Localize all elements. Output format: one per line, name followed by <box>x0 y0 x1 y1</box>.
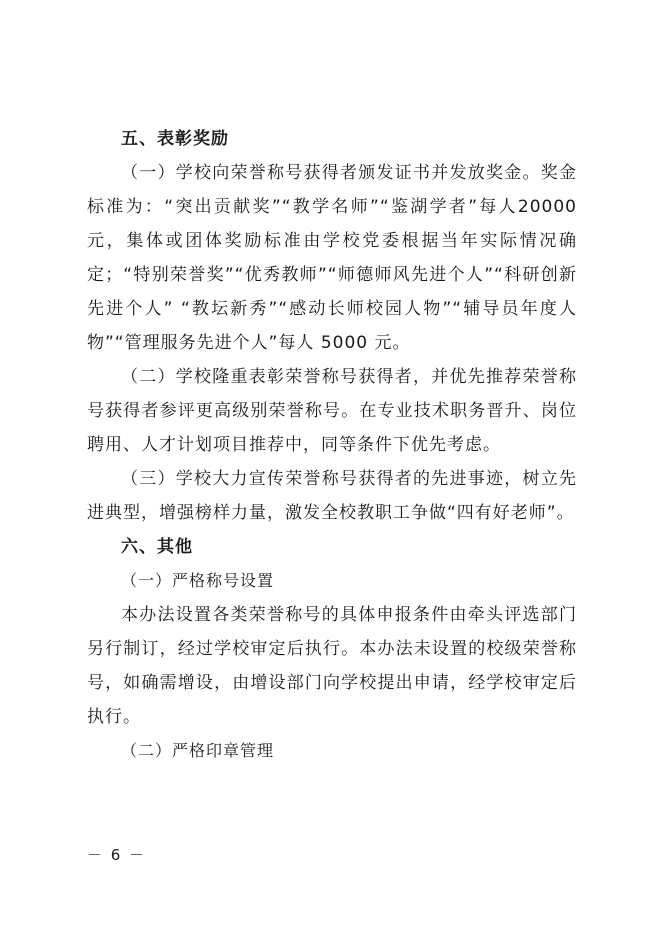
page-content <box>87 122 577 768</box>
subheading-seal-management: （二）严格印章管理 <box>121 741 275 760</box>
rewards-paragraph-2: （二）学校隆重表彰荣誉称号获得者，并优先推荐荣誉称号获得者参评更高级别荣誉称号。在专业技术职务晋升、岗位聘用、人才计划项目推荐中，同等条件下优先考虑。 <box>87 367 577 455</box>
rewards-paragraph-3: （三）学校大力宣传荣誉称号获得者的先进事迹，树立先进典型，增强榜样力量，激发全校教职工争做“四有好老师”。 <box>87 469 577 523</box>
title-setting-paragraph: 本办法设置各类荣誉称号的具体申报条件由牵头评选部门另行制订，经过学校审定后执行。本办法未设置的校级荣誉称号，如确需增设，由增设部门向学校提出申请，经学校审定后执行。 <box>87 605 577 727</box>
section-heading-rewards: 五、表彰奖励 <box>121 129 229 149</box>
subheading-title-setting: （一）严格称号设置 <box>121 571 275 590</box>
section-heading-other: 六、其他 <box>121 537 193 557</box>
page-number: － 6 － <box>87 846 147 864</box>
rewards-paragraph-1: （一）学校向荣誉称号获得者颁发证书并发放奖金。奖金标准为：“突出贡献奖”“教学名师”“鉴湖学者”每人20000 元，集体或团体奖励标准由学校党委根据当年实际情况确定；“特别荣誉奖”“优秀教师”“师德师风先进个人”“科研创新先进个人” “教坛新秀”“感动长师校园人物”“辅导员年度人物”“管理服务先进个人”每人 5000 元。 <box>87 163 577 353</box>
